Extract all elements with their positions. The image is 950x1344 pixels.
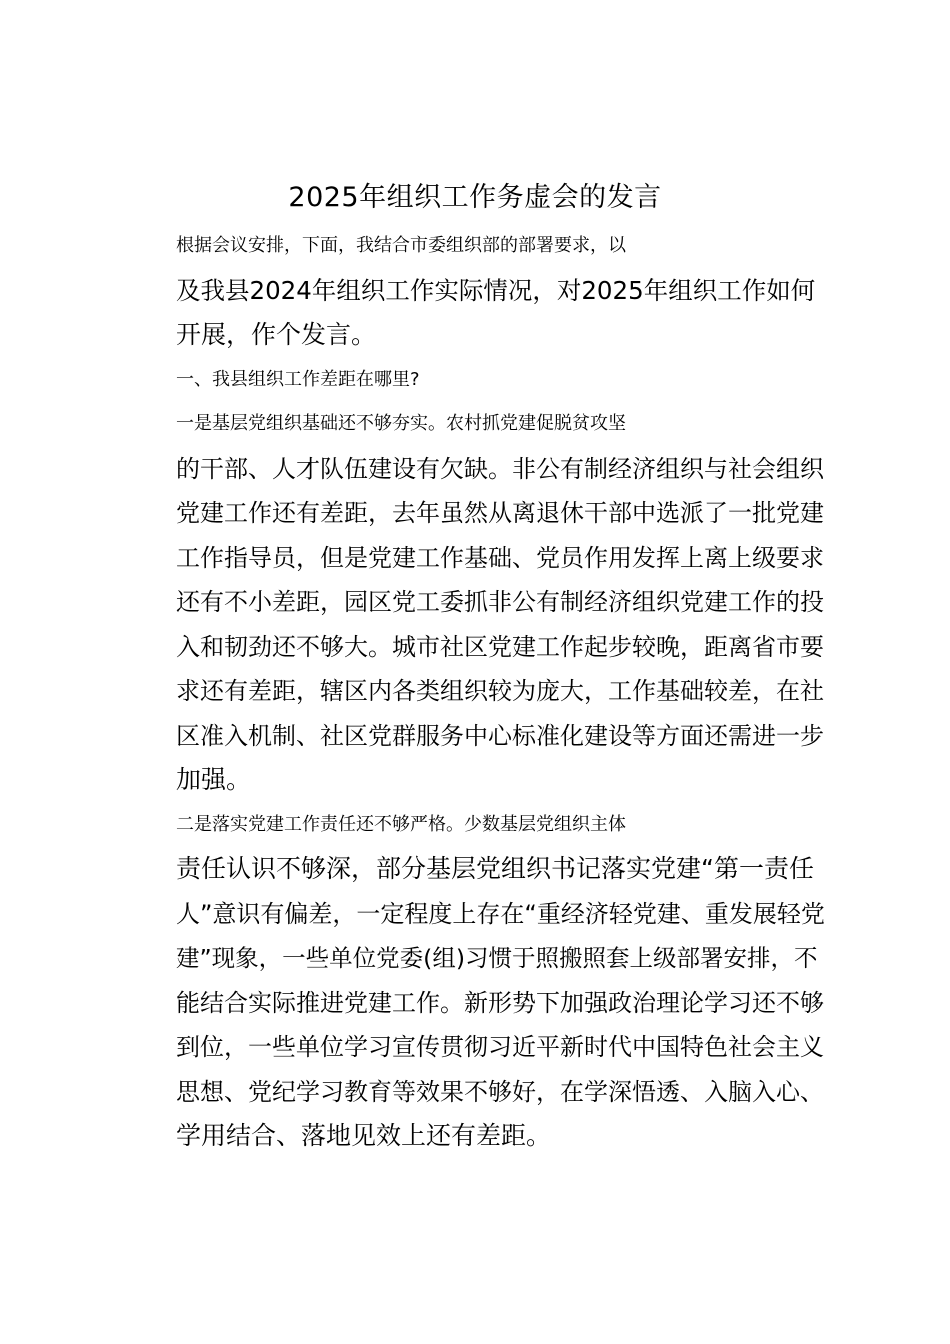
paragraph-point-two [126, 803, 826, 1159]
text-line: 及我县2024年组织工作实际情况，对2025年组织工作如何 [176, 275, 816, 305]
text-line: 工作指导员，但是党建工作基础、党员作用发挥上离上级要求 [176, 543, 824, 572]
text-line: 二是落实党建工作责任还不够严格。少数基层党组织主体 [176, 813, 626, 835]
paragraph-point-one [126, 402, 826, 803]
text-line: 能结合实际推进党建工作。新形势下加强政治理论学习还不够 [176, 988, 824, 1017]
text-line: 责任认识不够深，部分基层党组织书记落实党建“第一责任 [176, 854, 814, 883]
text-line: 还有不小差距，园区党工委抓非公有制经济组织党建工作的投 [176, 588, 824, 616]
text-line: 党建工作还有差距，去年虽然从离退休干部中选派了一批党建 [176, 499, 824, 527]
text-line: 一是基层党组织基础还不够夯实。农村抓党建促脱贫攻坚 [176, 413, 626, 434]
section-heading [126, 358, 826, 403]
text-line: 求还有差距，辖区内各类组织较为庞大，工作基础较差，在社 [176, 677, 824, 705]
text-line: 建”现象，一些单位党委(组)习惯于照搬照套上级部署安排，不 [176, 944, 818, 972]
text-line: 加强。 [176, 765, 252, 794]
paragraph-intro [126, 224, 826, 358]
text-line: 学用结合、落地见效上还有差距。 [176, 1121, 552, 1150]
text-line: 根据会议安排，下面，我结合市委组织部的部署要求，以 [176, 235, 626, 256]
document-title: 2025年组织工作务虚会的发言 [288, 182, 662, 213]
text-line: 开展，作个发言。 [176, 320, 377, 349]
text-line: 的干部、人才队伍建设有欠缺。非公有制经济组织与社会组织 [176, 454, 824, 483]
text-line: 人”意识有偏差，一定程度上存在“重经济轻党建、重发展轻党 [176, 899, 825, 928]
document-body [126, 224, 826, 1159]
text-line: 区准入机制、社区党群服务中心标准化建设等方面还需进一步 [176, 721, 824, 750]
text-line: 到位，一些单位学习宣传贯彻习近平新时代中国特色社会主义 [176, 1033, 824, 1061]
text-line: 思想、党纪学习教育等效果不够好，在学深悟透、入脑入心、 [176, 1077, 824, 1106]
text-line: 入和韧劲还不够大。城市社区党建工作起步较晚，距离省市要 [176, 632, 824, 661]
text-line: 一、我县组织工作差距在哪里? [176, 368, 420, 390]
